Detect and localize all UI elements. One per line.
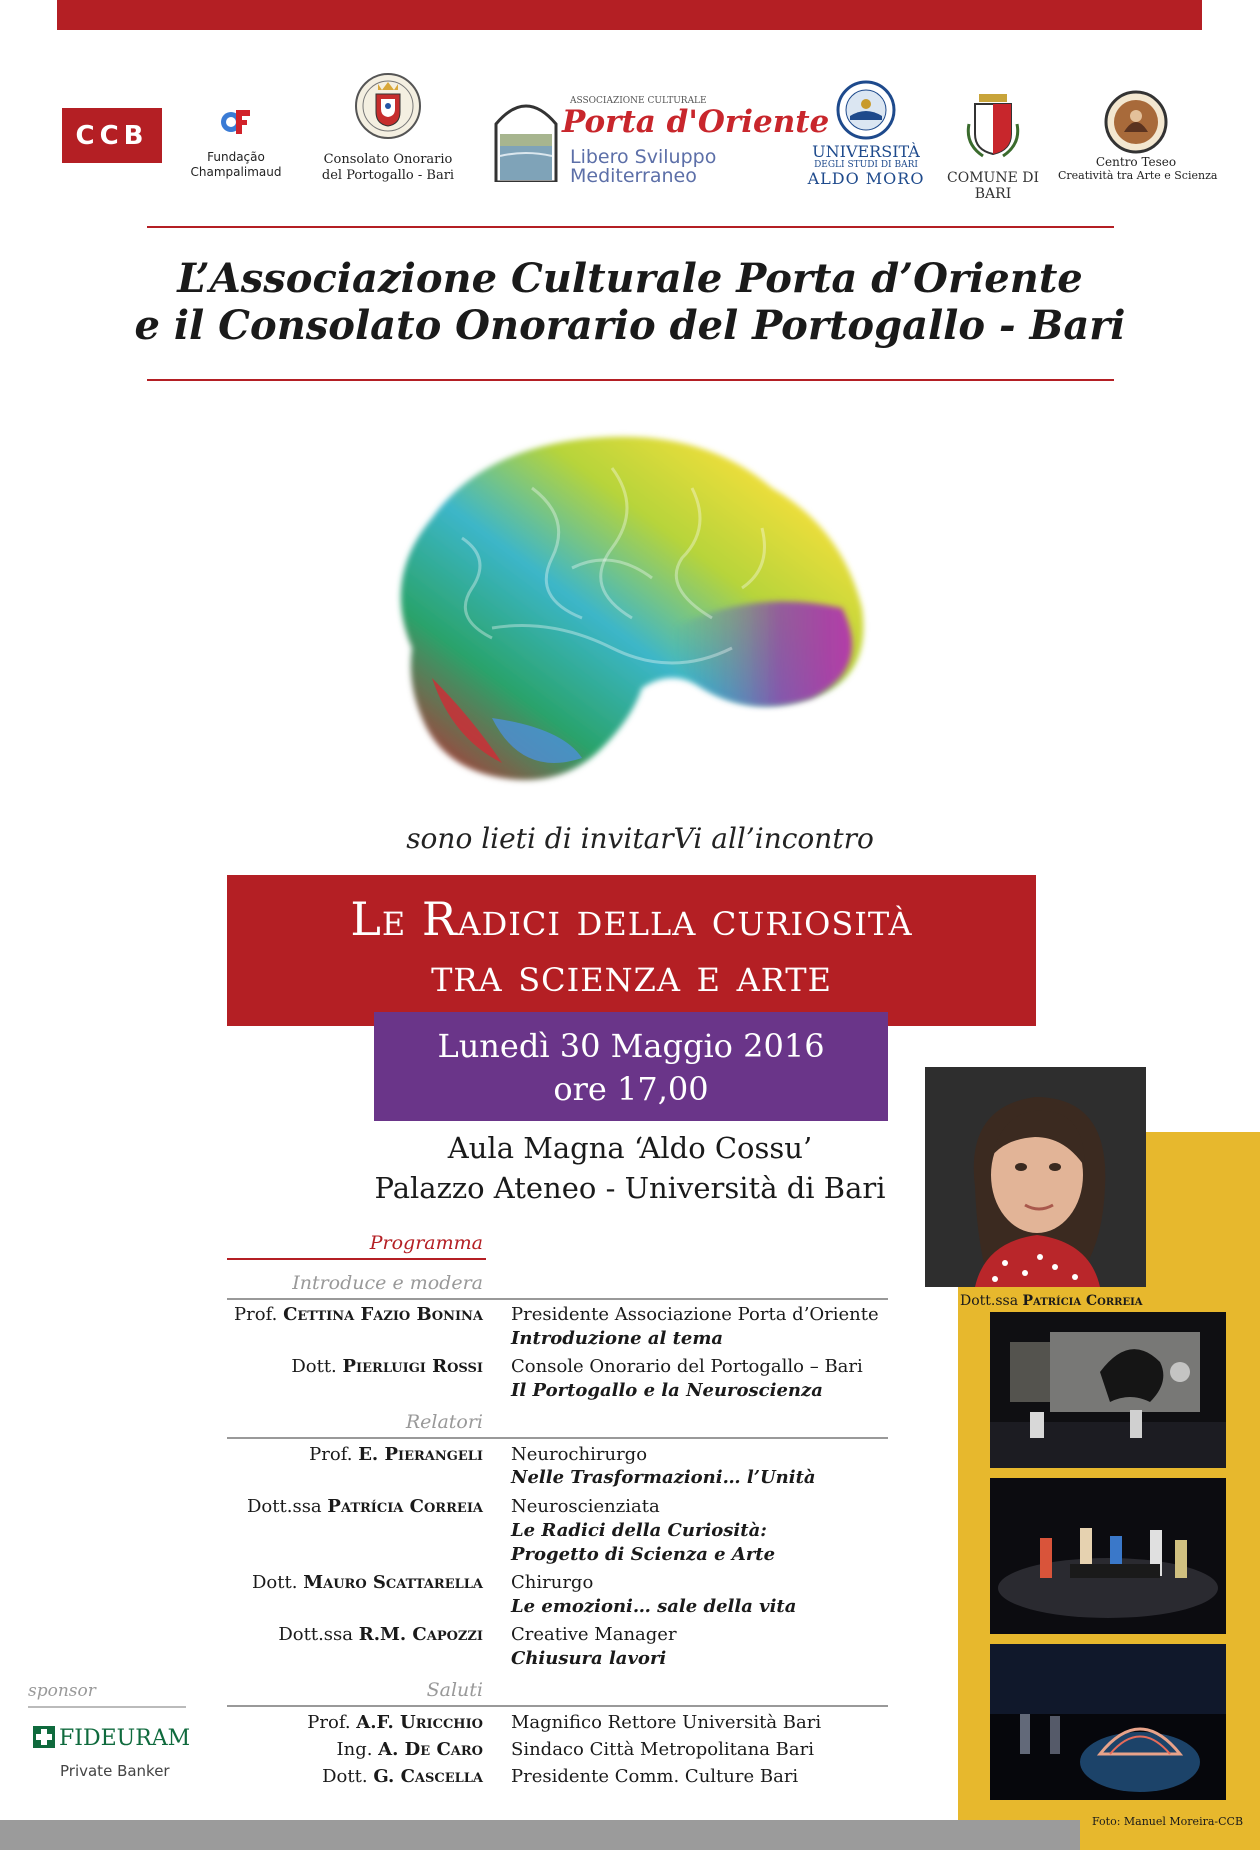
speaker-name-4: Dott.ssa R.M. Capozzi <box>278 1624 483 1645</box>
porta-caption-1: Libero Sviluppo <box>570 146 717 168</box>
speaker-role-4: Creative Manager <box>511 1624 677 1645</box>
headline-rule-bottom <box>147 379 1114 381</box>
fideuram-tagline: Private Banker <box>60 1762 170 1780</box>
ccb-logo <box>62 108 162 163</box>
university-logo <box>806 80 926 187</box>
event-venue <box>330 1128 930 1208</box>
teseo-medallion-icon <box>1058 90 1214 156</box>
bottom-gray-band <box>0 1820 1080 1850</box>
stage-photo-3 <box>990 1644 1226 1800</box>
champalimaud-logo <box>180 106 292 180</box>
event-date-box <box>374 1012 888 1121</box>
centro-teseo-logo <box>1058 90 1218 182</box>
consolato-logo <box>310 66 466 184</box>
university-caption-1: UNIVERSITÀ <box>812 142 920 161</box>
greeting-role-3: Presidente Comm. Culture Bari <box>511 1766 799 1787</box>
speaker-talk-1: Nelle Trasformazioni… l’Unità <box>511 1467 816 1488</box>
event-time: ore 17,00 <box>553 1070 709 1108</box>
greeting-role-2: Sindaco Città Metropolitana Bari <box>511 1739 814 1760</box>
intro-name-2: Dott. Pierluigi Rossi <box>291 1356 483 1377</box>
champalimaud-mark-icon <box>180 106 292 142</box>
sponsor-label: sponsor <box>28 1681 96 1701</box>
university-caption-2: DEGLI STUDI DI BARI <box>814 160 918 170</box>
intro-role-1: Presidente Associazione Porta d’Oriente <box>511 1304 879 1325</box>
speaker-portrait-photo <box>925 1067 1146 1287</box>
consolato-caption-1: Consolato Onorario <box>323 152 453 167</box>
university-caption-3: ALDO MORO <box>807 169 925 188</box>
section-greetings: Saluti <box>426 1679 483 1701</box>
programme-rule <box>227 1258 486 1260</box>
champalimaud-caption-2: Champalimaud <box>190 165 282 179</box>
event-date: Lunedì 30 Maggio 2016 <box>437 1027 825 1065</box>
event-title-line-1: Le Radici della curiosità <box>350 892 913 946</box>
greeting-role-1: Magnifico Rettore Università Bari <box>511 1712 822 1733</box>
consolato-caption-2: del Portogallo - Bari <box>321 168 455 183</box>
section-introduce: Introduce e modera <box>292 1272 483 1294</box>
arch-landscape-icon <box>492 94 560 182</box>
fideuram-cross-icon <box>33 1726 55 1754</box>
fideuram-logo <box>33 1726 190 1754</box>
champalimaud-caption-1: Fundação <box>207 150 265 164</box>
stage-photo-2 <box>990 1478 1226 1634</box>
comune-bari-logo <box>936 84 1050 202</box>
intro-talk-1: Introduzione al tema <box>511 1328 724 1349</box>
venue-line-2: Palazzo Ateneo - Università di Bari <box>374 1171 886 1205</box>
greeting-name-3: Dott. G. Cascella <box>322 1766 483 1787</box>
greeting-name-2: Ing. A. De Caro <box>336 1739 483 1760</box>
intro-talk-2: Il Portogallo e la Neuroscienza <box>511 1380 823 1401</box>
headline-line-2: e il Consolato Onorario del Portogallo - Bari <box>134 302 1126 349</box>
speaker-name-2: Dott.ssa Patrícia Correia <box>247 1496 483 1517</box>
intro-role-2: Console Onorario del Portogallo – Bari <box>511 1356 863 1377</box>
speaker-talk-4: Chiusura lavori <box>511 1648 667 1669</box>
porta-script-title: Porta d'Oriente <box>562 104 830 140</box>
speaker-role-2: Neuroscienziata <box>511 1496 660 1517</box>
speaker-talk-2: Le Radici della Curiosità: <box>511 1520 767 1541</box>
portrait-caption: Dott.ssa Patrícia Correia <box>960 1293 1143 1309</box>
intro-name-1: Prof. Cettina Fazio Bonina <box>234 1304 483 1325</box>
section-greetings-rule <box>227 1705 888 1707</box>
comune-caption: COMUNE DI BARI <box>947 170 1039 202</box>
porta-small-caption: ASSOCIAZIONE CULTURALE <box>570 96 707 106</box>
university-seal-icon <box>806 80 926 144</box>
speaker-name-1: Prof. E. Pierangeli <box>309 1444 483 1465</box>
top-red-band <box>57 0 1202 30</box>
speaker-name-3: Dott. Mauro Scattarella <box>251 1572 483 1593</box>
section-speakers: Relatori <box>405 1411 483 1433</box>
speaker-talk-3: Le emozioni… sale della vita <box>511 1596 797 1617</box>
event-title-line-2: tra scienza e arte <box>431 948 832 1002</box>
speaker-role-1: Neurochirurgo <box>511 1444 648 1465</box>
porta-caption-2: Mediterraneo <box>570 165 697 187</box>
invite-line: sono lieti di invitarVi all’incontro <box>406 822 874 855</box>
organizers-headline <box>130 255 1130 349</box>
section-introduce-rule <box>227 1298 888 1300</box>
fideuram-wordmark: FIDEURAM <box>59 1726 191 1751</box>
porta-oriente-logo <box>490 90 830 190</box>
programme-heading: Programma <box>369 1232 483 1254</box>
sponsor-rule <box>28 1706 186 1708</box>
headline-line-1: L’Associazione Culturale Porta d’Oriente <box>177 255 1083 302</box>
photo-credit: Foto: Manuel Moreira-CCB <box>1092 1815 1244 1828</box>
greeting-name-1: Prof. A.F. Uricchio <box>307 1712 483 1733</box>
colorful-brain-image <box>372 418 882 798</box>
teseo-caption-2: Creatività tra Arte e Scienza <box>1058 169 1218 182</box>
teseo-caption-1: Centro Teseo <box>1095 155 1177 169</box>
stage-photo-1 <box>990 1312 1226 1468</box>
headline-rule-top <box>147 226 1114 228</box>
event-title-box <box>227 875 1036 1026</box>
speaker-role-3: Chirurgo <box>511 1572 594 1593</box>
bari-coat-of-arms-icon <box>936 84 1050 170</box>
portugal-seal-icon <box>310 66 466 152</box>
speaker-talk-2b: Progetto di Scienza e Arte <box>511 1544 776 1565</box>
venue-line-1: Aula Magna ‘Aldo Cossu’ <box>447 1131 813 1165</box>
ccb-logo-text: CCB <box>75 120 149 151</box>
section-speakers-rule <box>227 1437 888 1439</box>
